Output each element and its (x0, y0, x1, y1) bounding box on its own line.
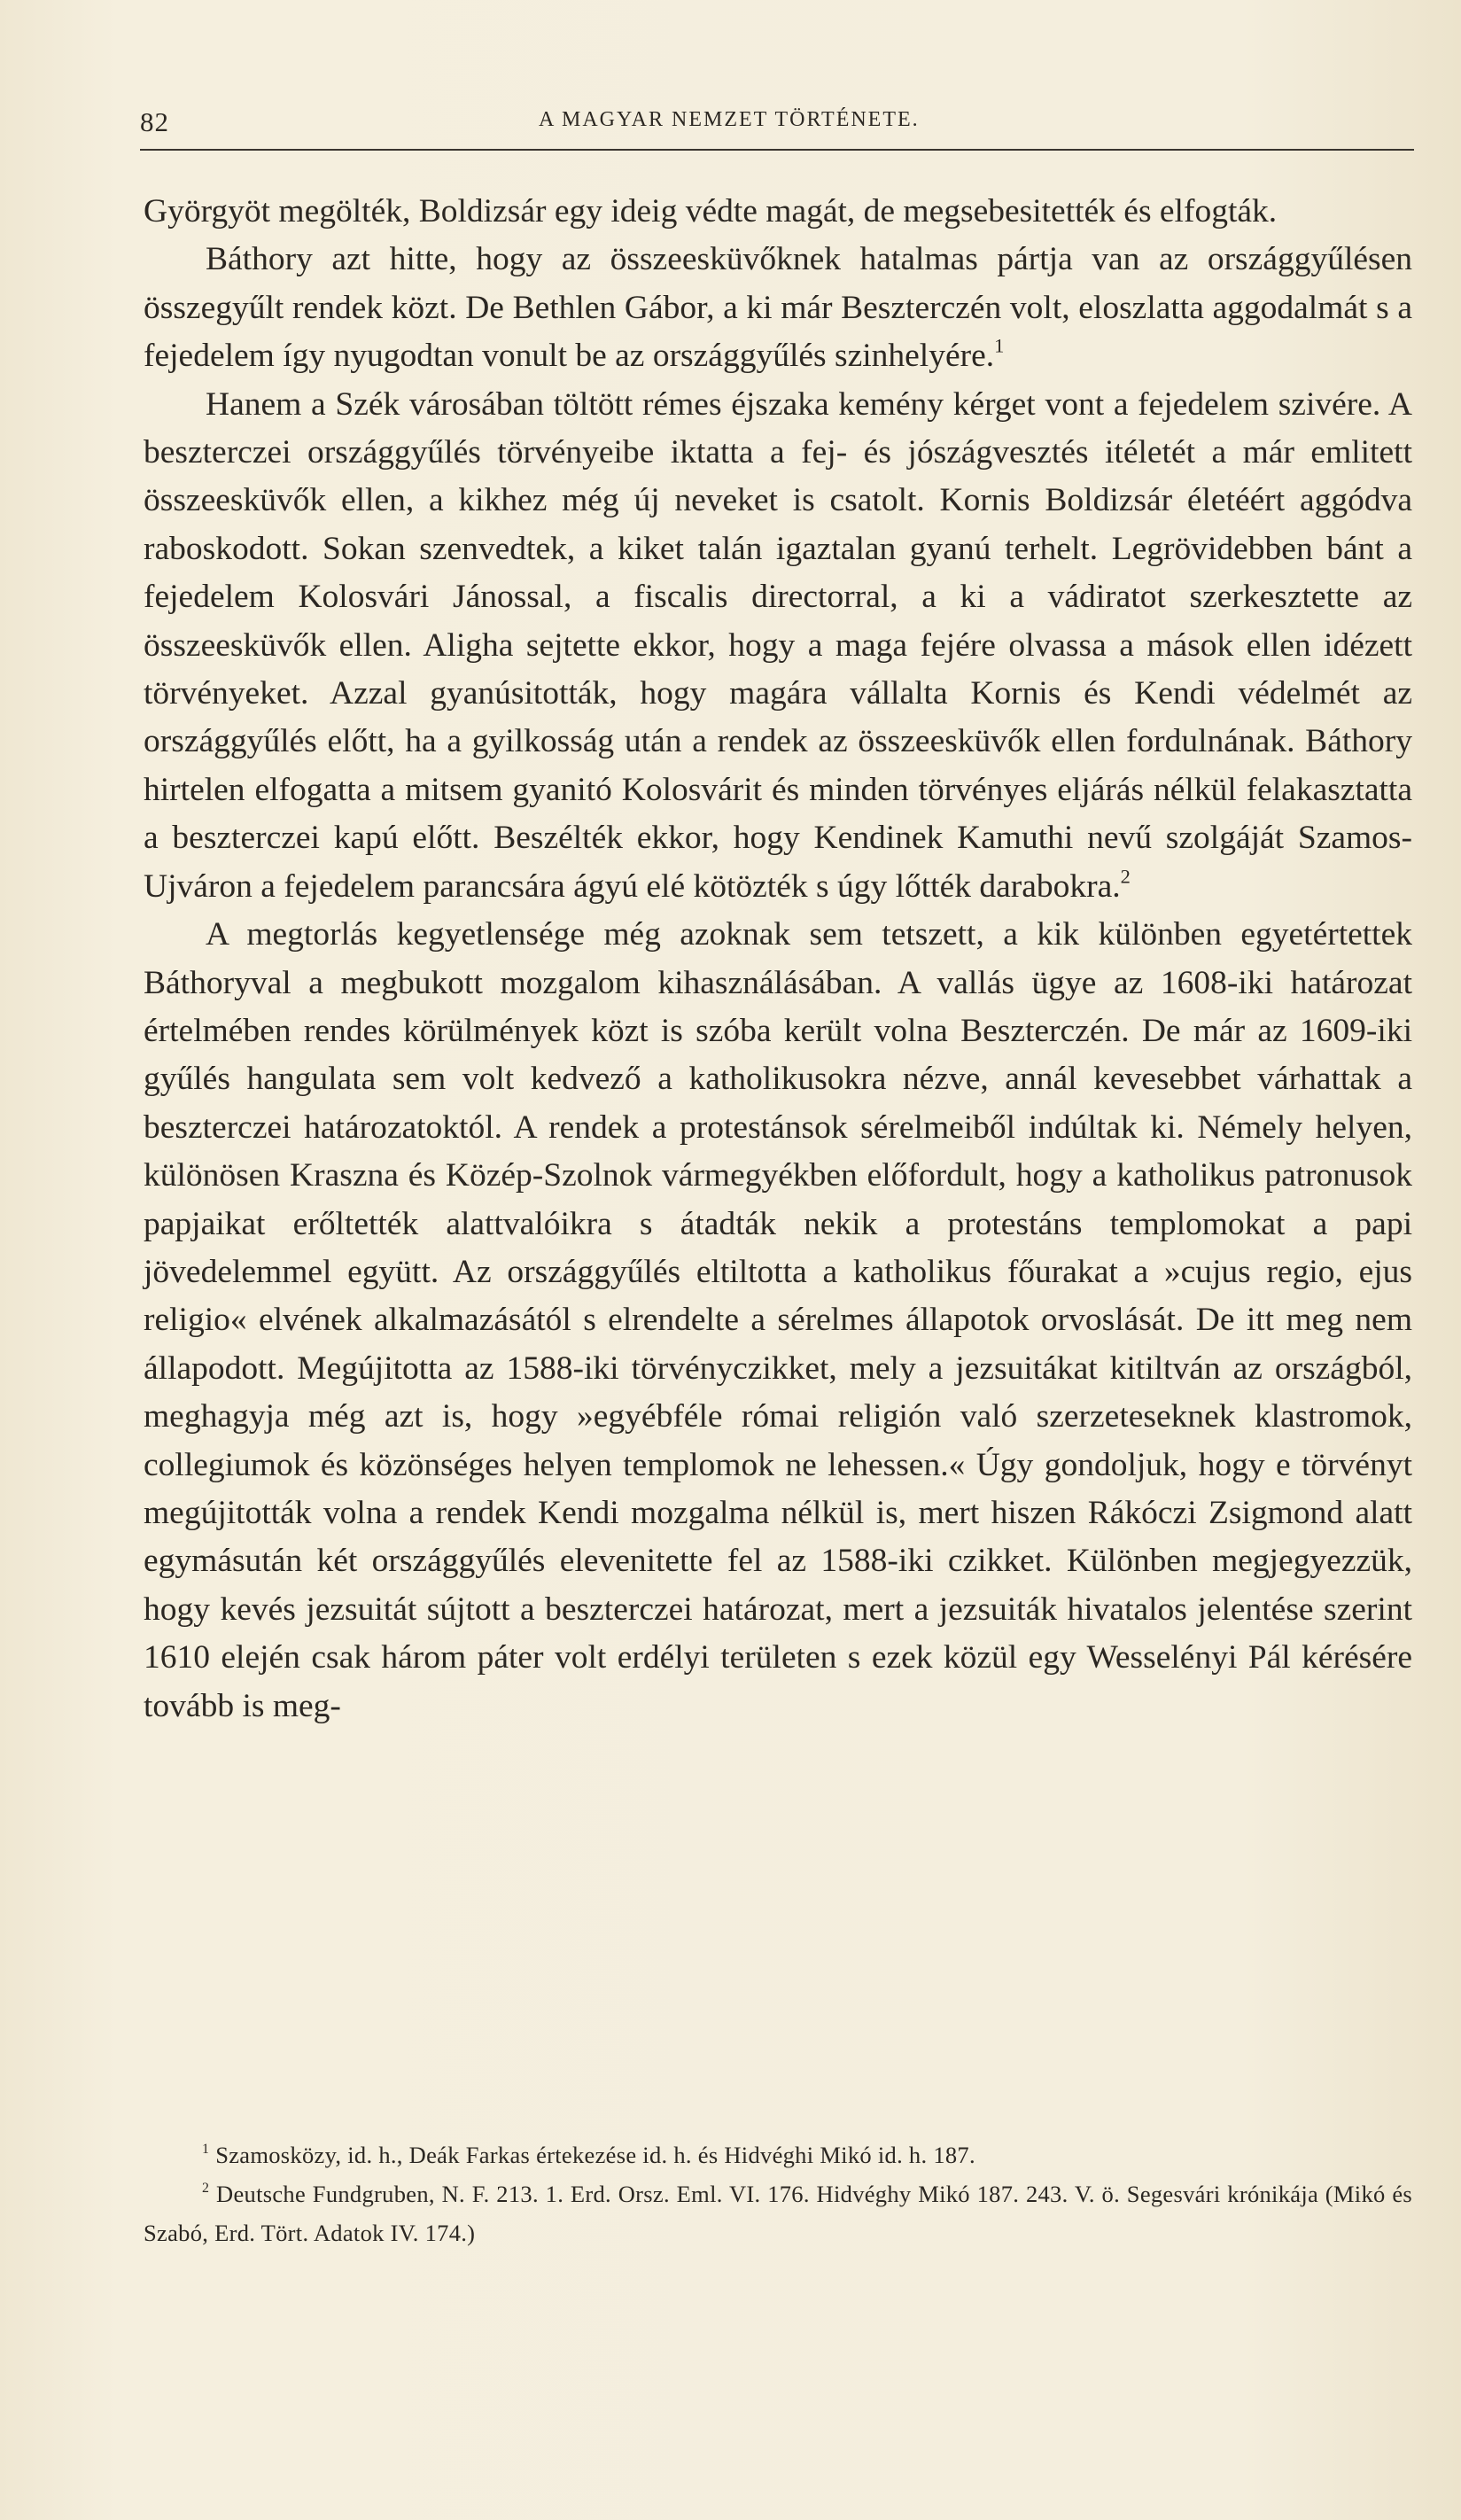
footnote-mark: 1 (202, 2141, 210, 2157)
main-text (144, 188, 1412, 1731)
paragraph-text: Hanem a Szék városában töltött rémes éjszaka kemény kérget vont a fejedelem szivére. A beszterczei országgyűlés törvényeibe iktatta a fej- és jószágvesztés itéletét a már emlitett összeesküvők ellen, a kikhez még új neveket is csatolt. Kornis Boldizsár életéért aggódva raboskodott. Sokan szenvedtek, a kiket talán igaztalan gyanú terhelt. Legrövidebben bánt a fejedelem Kolosvári Jánossal, a fiscalis directorral, a ki a vádiratot szerkesztette az összeesküvők ellen. Aligha sejtette ekkor, hogy a maga fejére olvassa a mások ellen idézett törvényeket. Azzal gyanúsitották, hogy magára vállalta Kornis és Kendi védelmét az országgyűlés előtt, ha a gyilkosság után a rendek az összeesküvők ellen fordulnának. Báthory hirtelen elfogatta a mitsem gyanitó Kolosvárit és minden törvényes eljárás nélkül felakasztatta a beszterczei kapú előtt. Beszélték ekkor, hogy Kendinek Kamuthi nevű szolgáját Szamos-Ujváron a fejedelem parancsára ágyú elé kötözték s úgy lőtték darabokra. (144, 385, 1412, 905)
paragraph (144, 236, 1412, 380)
paragraph-text: A megtorlás kegyetlensége még azoknak sem tetszett, a kik különben egyetértettek Báthoryval a megbukott mozgalom kihasználásában. A vallás ügye az 1608-iki határozat értelmében rendes körülmények közt is szóba került volna Beszterczén. De már az 1609-iki gyűlés hangulata sem volt kedvező a katholikusokra nézve, annál kevesebbet várhattak a beszterczei határozatoktól. A rendek a protestánsok sérelmeiből indúltak ki. Némely helyen, különösen Kraszna és Közép-Szolnok vármegyékben előfordult, hogy a katholikus patronusok papjaikat erőltették alattvalóikra s átadták nekik a protestáns templomokat a papi jövedelemmel együtt. Az országgyűlés eltiltotta a katholikus főurakat a »cujus regio, ejus religio« elvének alkalmazásától s elrendelte a sérelmes állapotok orvoslását. De itt meg nem állapodott. Megújitotta az 1588-iki törvényczikket, mely a jezsuitákat kitiltván az országból, meghagyja még azt is, hogy »egyébféle római religión való szerzeteseknek klastromok, collegiumok és közönséges helyen templomok ne lehessen.« Úgy gondoljuk, hogy e törvényt megújitották volna a rendek Kendi mozgalma nélkül is, mert hiszen Rákóczi Zsigmond alatt egymásután két országgyűlés elevenitette fel az 1588-iki czikket. Különben megjegyezzük, hogy kevés jezsuitát sújtott a beszterczei határozat, mert a jezsuiták hivatalos jelentése szerint 1610 elején csak három páter volt erdélyi területen s ezek közül egy Wesselényi Pál kérésére tovább is meg- (144, 916, 1412, 1724)
running-title: A MAGYAR NEMZET TÖRTÉNETE. (539, 108, 920, 131)
footnote-ref: 2 (1120, 864, 1131, 887)
footnote (144, 2135, 1412, 2174)
paragraph (144, 188, 1412, 236)
footnote (144, 2174, 1412, 2252)
paragraph (144, 381, 1412, 911)
header-rule (140, 149, 1414, 151)
page-header (140, 96, 1416, 158)
footnotes (144, 2135, 1412, 2252)
footnote-text: Szamosközy, id. h., Deák Farkas értekezése id. h. és Hidvéghi Mikó id. h. 187. (215, 2142, 975, 2168)
paragraph-text: Györgyöt megölték, Boldizsár egy ideig védte magát, de megsebesitették és elfogták. (144, 193, 1278, 229)
footnote-mark: 2 (202, 2180, 210, 2196)
paragraph-text: Báthory azt hitte, hogy az összeesküvőknek hatalmas pártja van az országgyűlésen összegyűlt rendek közt. De Bethlen Gábor, a ki már Beszterczén volt, eloszlatta aggodalmát s a fejedelem így nyugodtan vonult be az országgyűlés szinhelyére. (144, 241, 1412, 375)
paragraph (144, 911, 1412, 1731)
page-number: 82 (140, 106, 169, 137)
footnote-text: Deutsche Fundgruben, N. F. 213. 1. Erd. Orsz. Eml. VI. 176. Hidvéghy Mikó 187. 243. V. ö. Segesvári krónikája (Mikó és Szabó, Erd. Tört. Adatok IV. 174.) (144, 2181, 1412, 2246)
footnote-ref: 1 (994, 334, 1005, 357)
